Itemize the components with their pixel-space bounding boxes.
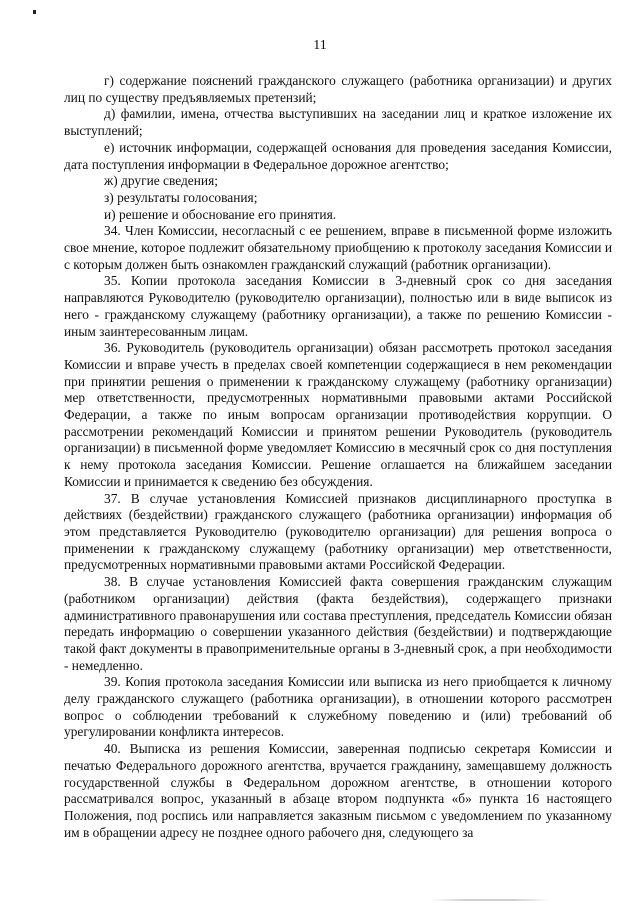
- page-number: 11: [313, 38, 327, 53]
- paragraph-35: 35. Копии протокола заседания Комиссии в 3-дневный срок со дня заседания направляются Руководителю (руководителю организации), полностью или в виде выписок из него - гражданскому служащему (работнику организации), а также по решению Комиссии - иным заинтересованным лицам.: [64, 273, 612, 339]
- paragraph-item-zh: ж) другие сведения;: [104, 173, 218, 189]
- paragraph-34: 34. Член Комиссии, несогласный с ее решением, вправе в письменной форме изложить свое мнение, которое подлежит обязательному приобщению к протоколу заседания Комиссии и с которым должен быть ознакомлен гражданский служащий (работник организации).: [64, 223, 612, 272]
- paragraph-37: 37. В случае установления Комиссией признаков дисциплинарного проступка в действиях (бездействии) гражданского служащего (работника организации) информация об этом представляется Руководителю (руководителю организации) для решения вопроса о применении к гражданскому служащему (работнику организации) мер ответственности, предусмотренных нормативными правовыми актами Российской Федерации.: [64, 490, 612, 573]
- paragraph-40: 40. Выписка из решения Комиссии, заверенная подписью секретаря Комиссии и печатью Федерального дорожного агентства, вручается гражданину, замещавшему должность государственной службы в Федеральном дорожном агентстве, в отношении которого рассматривался вопрос, указанный в абзаце втором подпункта «б» пункта 16 настоящего Положения, под роспись или направляется заказным письмом с уведомлением по указанному им в обращении адресу не позднее одного рабочего дня, следующего за: [64, 741, 612, 840]
- scan-artifact: [33, 10, 36, 14]
- paragraph-item-g: г) содержание пояснений гражданского служащего (работника организации) и других лиц по существу предъявляемых претензий;: [64, 73, 612, 105]
- scan-edge-artifact: [430, 899, 550, 901]
- paragraph-item-i: и) решение и обоснование его принятия.: [104, 206, 337, 222]
- paragraph-39: 39. Копия протокола заседания Комиссии или выписка из него приобщается к личному делу гражданского служащего (работника организации), в отношении которого рассмотрен вопрос о соблюдении требований к служебному поведению и (или) требований об урегулировании конфликта интересов.: [64, 674, 612, 740]
- paragraph-36: 36. Руководитель (руководитель организации) обязан рассмотреть протокол заседания Комиссии и вправе учесть в пределах своей компетенции содержащиеся в нем рекомендации при принятии решения о применении к гражданскому служащему (работнику организации) мер ответственности, предусмотренных нормативными правовыми актами Российской Федерации, а также по иным вопросам организации противодействия коррупции. О рассмотрении рекомендаций Комиссии и принятом решении Руководитель (руководитель организации) в письменной форме уведомляет Комиссию в месячный срок со дня поступления к нему протокола заседания Комиссии. Решение оглашается на ближайшем заседании Комиссии и принимается к сведению без обсуждения.: [64, 340, 612, 489]
- paragraph-item-d: д) фамилии, имена, отчества выступивших на заседании лиц и краткое изложение их выступлений;: [64, 106, 612, 139]
- paragraph-item-e: е) источник информации, содержащей основания для проведения заседания Комиссии, дата поступления информации в Федеральное дорожное агентство;: [64, 139, 612, 172]
- paragraph-38: 38. В случае установления Комиссией факта совершения гражданским служащим (работником организации) действия (факта бездействия), содержащего признаки административного правонарушения или состава преступления, председатель Комиссии обязан передать информацию о совершении указанного действия (бездействии) и подтверждающие такой факт документы в правоприменительные органы в 3-дневный срок, а при необходимости - немедленно.: [64, 574, 612, 673]
- paragraph-item-z: з) результаты голосования;: [104, 189, 258, 205]
- document-body: [64, 73, 612, 841]
